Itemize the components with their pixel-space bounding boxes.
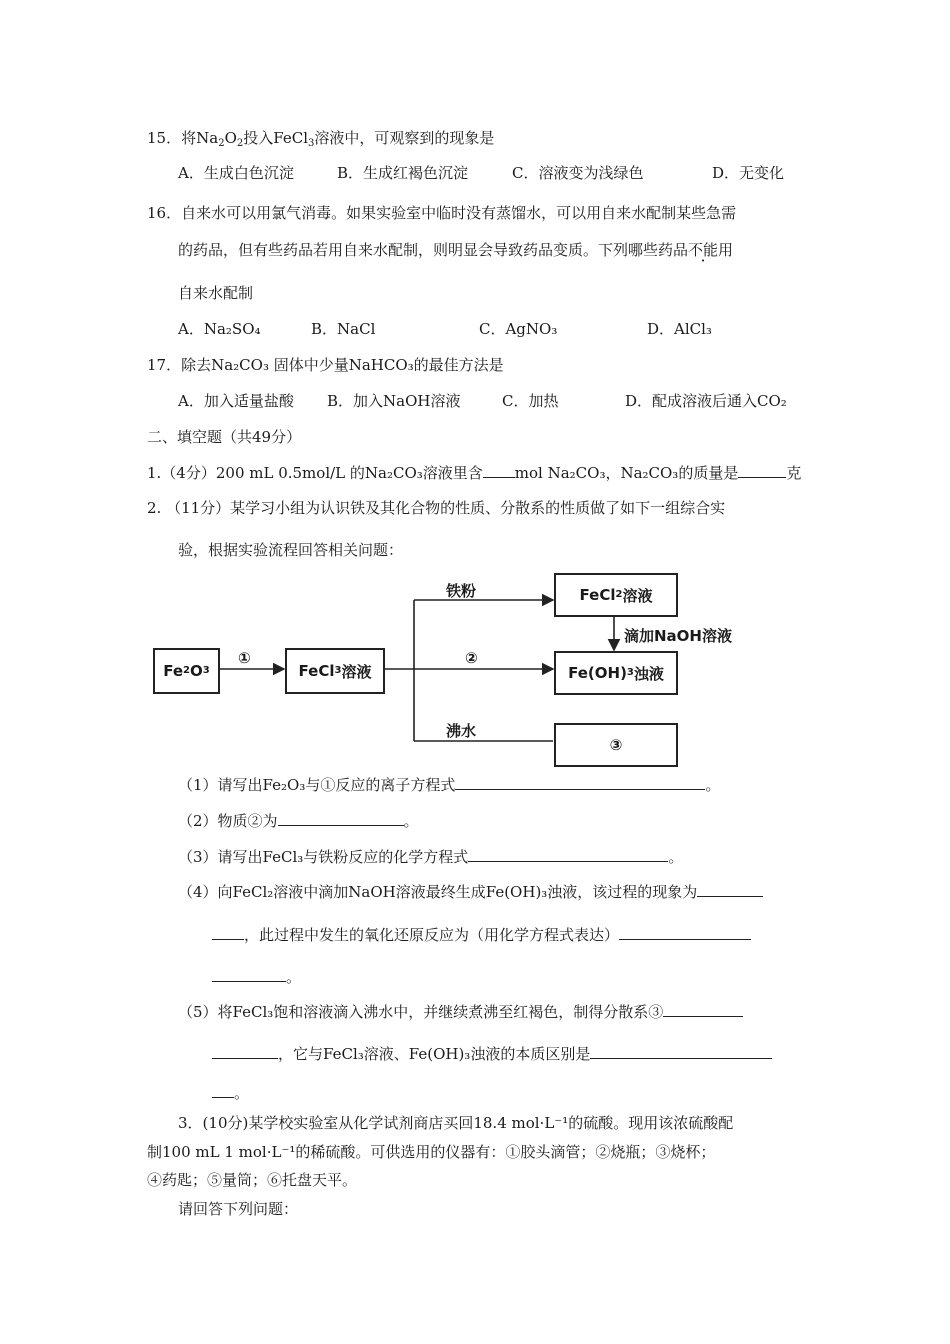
sub5-line1: （5）将FeCl₃饱和溶液滴入沸水中，并继续煮沸至红褐色，制得分散系③ bbox=[178, 1002, 743, 1022]
fill2-line1: 2. （11分）某学习小组为认识铁及其化合物的性质、分散系的性质做了如下一组综合实 bbox=[147, 499, 726, 517]
q15-option-a: A．生成白色沉淀 bbox=[178, 164, 294, 182]
q17-option-b: B．加入NaOH溶液 bbox=[327, 392, 461, 410]
box-feoh3: Fe(OH) 3 浊液 bbox=[554, 651, 678, 695]
answer-blank[interactable] bbox=[619, 925, 751, 940]
answer-blank[interactable] bbox=[212, 925, 244, 940]
emphasis-not: 不能 bbox=[688, 241, 719, 259]
box-unknown: ③ bbox=[554, 723, 678, 767]
answer-blank[interactable] bbox=[663, 1002, 743, 1017]
fill3-line2: 制100 mL 1 mol·L⁻¹的稀硫酸。可供选用的仪器有：①胶头滴管；②烧瓶；③烧杯； bbox=[147, 1143, 716, 1161]
sub4-line1: （4）向FeCl₂溶液中滴加NaOH溶液最终生成Fe(OH)₃浊液，该过程的现象为 bbox=[178, 882, 763, 902]
fill2-line2: 验，根据实验流程回答相关问题： bbox=[178, 541, 404, 559]
q16-line2: 的药品，但有些药品若用自来水配制，则明显会导致药品变质。下列哪些药品不能用 bbox=[178, 241, 734, 259]
q15-option-b: B．生成红褐色沉淀 bbox=[337, 164, 469, 182]
q16-line1: 16．自来水可以用氯气消毒。如果实验室中临时没有蒸馏水，可以用自来水配制某些急需 bbox=[147, 204, 737, 222]
label-step2: ② bbox=[465, 649, 478, 667]
q15-option-c: C．溶液变为浅绿色 bbox=[512, 164, 644, 182]
answer-blank[interactable] bbox=[278, 811, 404, 826]
q16-option-d: D．AlCl₃ bbox=[647, 320, 712, 338]
label-add-naoh: 滴加NaOH溶液 bbox=[624, 627, 732, 645]
fill3-line3: ④药匙；⑤量筒；⑥托盘天平。 bbox=[147, 1171, 358, 1189]
label-iron-powder: 铁粉 bbox=[446, 582, 477, 600]
fill3-line4: 请回答下列问题： bbox=[178, 1200, 299, 1218]
q17-stem: 17．除去Na₂CO₃ 固体中少量NaHCO₃的最佳方法是 bbox=[147, 356, 504, 374]
box-fe2o3: Fe 2 O 3 bbox=[153, 648, 220, 694]
q16-option-b: B．NaCl bbox=[311, 320, 376, 338]
label-boiling-water: 沸水 bbox=[446, 722, 477, 740]
answer-blank[interactable] bbox=[212, 1044, 278, 1059]
sub4-line2: ，此过程中发生的氧化还原反应为（用化学方程式表达） bbox=[212, 925, 751, 945]
label-step1: ① bbox=[238, 649, 251, 667]
sub3: （3）请写出FeCl₃与铁粉反应的化学方程式 。 bbox=[178, 848, 684, 866]
q16-line3: 自来水配制 bbox=[178, 284, 254, 302]
answer-blank[interactable] bbox=[455, 775, 705, 790]
sub2: （2）物质②为 。 bbox=[178, 812, 419, 830]
q15-stem: 15．将$Na_2O_2$投入FeCl$_3$溶液中，可观察到的现象是 bbox=[147, 129, 495, 149]
sub5-line3: 。 bbox=[212, 1083, 249, 1103]
answer-blank[interactable] bbox=[212, 967, 286, 982]
sub5-line2: ，它与FeCl₃溶液、Fe(OH)₃浊液的本质区别是 bbox=[212, 1044, 772, 1064]
box-fecl3: FeCl 3 溶液 bbox=[285, 648, 385, 694]
box-fecl2: FeCl 2 溶液 bbox=[554, 573, 678, 617]
q17-option-d: D．配成溶液后通入CO₂ bbox=[625, 392, 787, 410]
sub4-line3: 。 bbox=[212, 967, 301, 987]
answer-blank[interactable] bbox=[468, 847, 668, 862]
answer-blank[interactable] bbox=[212, 1083, 234, 1098]
q16-option-a: A．Na₂SO₄ bbox=[178, 320, 261, 338]
fill3-line1: 3．(10分)某学校实验室从化学试剂商店买回18.4 mol·L⁻¹的硫酸。现用该浓硫酸配 bbox=[178, 1114, 734, 1132]
q16-option-c: C．AgNO₃ bbox=[479, 320, 558, 338]
section-title: 二、填空题（共49分） bbox=[147, 428, 302, 446]
q17-option-c: C．加热 bbox=[502, 392, 559, 410]
answer-blank[interactable] bbox=[697, 882, 763, 897]
sub1: （1）请写出Fe₂O₃与①反应的离子方程式 。 bbox=[178, 776, 721, 794]
q15-option-d: D．无变化 bbox=[712, 164, 785, 182]
fill1-question: 1.（4分）200 mL 0.5mol/L 的Na₂CO₃溶液里含 mol Na₂CO₃，Na₂CO₃的质量是 克 bbox=[147, 464, 802, 482]
q17-option-a: A．加入适量盐酸 bbox=[178, 392, 294, 410]
answer-blank[interactable] bbox=[590, 1044, 772, 1059]
